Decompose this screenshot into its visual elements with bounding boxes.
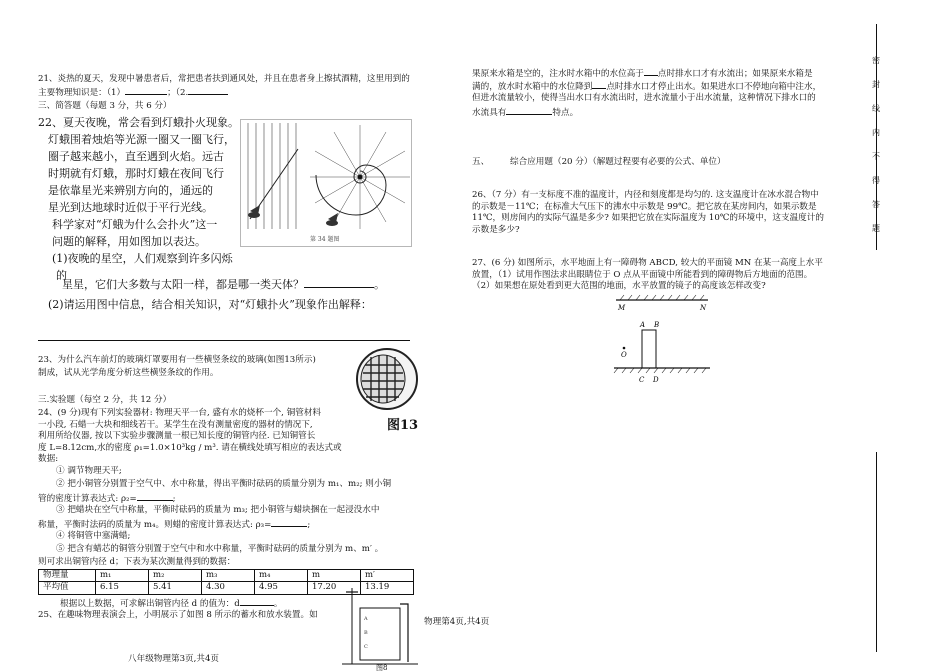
seal-char: 答 <box>872 200 880 209</box>
q24-block <box>38 408 358 466</box>
eye-point-icon <box>623 347 626 350</box>
mirror-figure <box>612 292 716 384</box>
q25-cont-3b: 特点。 <box>552 108 579 118</box>
q25-cont-line-3 <box>472 106 578 120</box>
step-2b: 管的密度计算表达式: ρ₂= ; <box>38 494 176 504</box>
table-cell: 13.19 <box>361 582 414 594</box>
fig13-caption: 图13 <box>387 418 419 433</box>
q25-cont-0a: 果原来水箱是空的，注水时水箱中的水位高于 <box>472 69 644 79</box>
q25-blank-3 <box>506 106 552 115</box>
q21-blank-2 <box>188 86 228 95</box>
q25-cont-0b: 点时排水口才有水流出；如果原来水箱是 <box>657 69 813 79</box>
q22-answer-line <box>38 340 410 341</box>
q27-line-1: 放置，（1）试用作图法求出眼睛位于 O 点从平面镜中所能看到的障碍物后方地面的范围。 <box>472 269 813 280</box>
fig8-caption: 图8 <box>376 664 388 672</box>
seal-char: 封 <box>872 80 880 89</box>
q23-line-b: 制成，试从光学角度分析这些横竖条纹的作用。 <box>38 368 219 378</box>
q22-line-9: 的 <box>56 269 67 283</box>
q22-line-7: 问题的解释，用如图加以表达。 <box>52 235 206 249</box>
q26-line-0: 26、（7 分）有一支标度不准的温度计，内径和刻度都是均匀的. 这支温度计在冰水混合物中 <box>472 190 819 200</box>
q22-line-0: 22、夏天夜晚，常会看到灯蛾扑火现象。 <box>38 116 239 129</box>
step-6: 则可求出铜管内径 d；下表为某次测量得到的数据： <box>38 557 236 567</box>
table-cell: 平均值 <box>39 582 96 594</box>
table-header-row <box>39 570 414 582</box>
q25-cont-1a: 满的，放水时水箱中的水位降到 <box>472 82 593 92</box>
label-o: O <box>621 351 627 359</box>
q25-cont-line-2: 但进水流量较小，使得当出水口有水流出时，进水流量小于出水流量，这种情况下排水口的 <box>472 93 816 103</box>
q25-cont-3a: 水流具有 <box>472 108 507 118</box>
step-3b-text: 称量，平衡时法码的质量为 m₄。则蜡的密度计算表达式: ρ₃= <box>38 520 272 530</box>
table-cell: 4.30 <box>202 582 255 594</box>
q21-blank-1 <box>125 86 167 95</box>
label-b: B <box>654 321 660 329</box>
table-cell: m′ <box>361 570 414 582</box>
q22-line-6: 科学家对“灯蛾为什么会扑火”这一 <box>52 218 218 232</box>
q22-line-5: 星光到达地球时近似于平行光线。 <box>48 201 213 215</box>
q22-line-2: 圈子越来越小，直至遇到火焰。远古 <box>48 150 224 164</box>
label-d: D <box>653 376 659 384</box>
table-cell: m₃ <box>202 570 255 582</box>
q24-line-2: 利用所给仪器, 按以下实验步骤测量一根已知长度的铜管内径. 已知铜管长 <box>38 431 316 442</box>
step-5: ⑤ 把含有蜡芯的铜管分别置于空气中和水中称量，平衡时砝码的质量分别为 m、m′ 。 <box>56 544 384 554</box>
table-cell: 物理量 <box>39 570 96 582</box>
q21-text <box>38 74 413 99</box>
seal-char: 内 <box>872 128 880 137</box>
q27-line-2: （2）如果想在原处看到更大范围的地面，水平放置的镜子的高度该怎样改变? <box>472 281 766 292</box>
table-cell: m₄ <box>255 570 308 582</box>
q22-line-3: 时期就有灯蛾，那时灯蛾在夜间飞行 <box>48 167 224 181</box>
table-cell: m₁ <box>96 570 149 582</box>
svg-text:C: C <box>364 644 368 650</box>
q21-line: 21、炎热的夏天，发现中暑患者后，常把患者扶到通风处，并且在患者身上擦拭酒精，这里用到的主要物理知识是：（1） <box>38 74 410 98</box>
section-5-number: 五、 <box>472 157 490 167</box>
step3-blank <box>271 518 307 527</box>
q22-blank-star <box>304 279 374 288</box>
section-4-heading: 三.实验题（每空 2 分，共 12 分） <box>38 395 172 405</box>
candle-icon <box>358 175 363 180</box>
q21-line-b: ；（2. <box>167 87 189 98</box>
after-table-text: 根据以上数据，可求解出铜管内径 d 的值为：d <box>60 599 240 609</box>
table-cell: m <box>308 570 361 582</box>
q25-blank-1 <box>644 67 658 76</box>
label-m: M <box>618 304 626 312</box>
q26-line-2: 11℃，则房间内的实际气温是多少? 如果把它放在实际温度为 10℃的环境中，这支温度计的 <box>472 213 824 224</box>
q24-line-1: 一小段, 石蜡一大块和细线若干。某学生在没有测量密度的器材的情况下, <box>38 419 313 430</box>
svg-text:B: B <box>364 630 368 636</box>
seal-char: 不 <box>872 152 880 161</box>
step2-blank <box>137 492 173 501</box>
step-4: ④ 将铜管中塞满蜡; <box>56 531 131 541</box>
table-cell: 6.15 <box>96 582 149 594</box>
q22-line-4: 是依靠星光来辨别方向的，通远的 <box>48 184 213 198</box>
seal-char: 密 <box>872 56 880 65</box>
label-c: C <box>639 376 645 384</box>
q27-line-0: 27、(6 分) 如图所示，水平地面上有一障碍物 ABCD, 较大的平面镜 MN 在某一高度上水平 <box>472 258 823 268</box>
table-cell: 4.95 <box>255 582 308 594</box>
q24-line-3: 度 L=8.12cm,水的密度 ρ₁=1.0×10³kg / m³. 请在横线处填写相应的表达式或 <box>38 442 342 453</box>
q22-line-1: 灯蛾围着烛焰等光源一圈又一圈飞行， <box>48 133 235 147</box>
seal-char: 线 <box>872 104 880 113</box>
step-1: ① 调节物理天平; <box>56 466 122 476</box>
table-cell: 17.20 <box>308 582 361 594</box>
section-3-heading: 三、简答题（每题 3 分，共 6 分） <box>38 101 172 111</box>
q24-line-4: 数据: <box>38 454 59 465</box>
q26-line-3: 示数是多少? <box>472 224 520 235</box>
q26-block <box>472 190 852 236</box>
section-5-heading: 综合应用题（20 分）（解题过程要有必要的公式、单位） <box>510 157 726 167</box>
moth-figure <box>240 119 412 247</box>
q25-cont-line-0 <box>472 67 813 81</box>
d-blank <box>240 597 274 606</box>
step-3a: ③ 把蜡块在空气中称量，平衡时砝码的质量为 m₃; 把小铜管与蜡块捆在一起浸没水中 <box>56 505 380 515</box>
step-3b: 称量，平衡时法码的质量为 m₄。则蜡的密度计算表达式: ρ₃= ; <box>38 520 311 530</box>
q25-blank-2 <box>592 80 606 89</box>
fig34-caption: 第 34 题图 <box>310 236 340 243</box>
headlight-figure <box>353 345 421 437</box>
q25-start: 25、在趣味物理表演会上，小明展示了如图 8 所示的蓄水和放水装置。如 <box>38 610 318 620</box>
table-cell: m₂ <box>149 570 202 582</box>
step-2a: ② 把小铜管分别置于空气中、水中称量，得出平衡时砝码的质量分别为 m₁、m₂; 则小铜 <box>56 479 392 489</box>
q22-line-8: (1)夜晚的星空，人们观察到许多闪烁 <box>52 252 233 266</box>
q24-line-0: 24、(9 分)现有下列实验器材: 物理天平一台, 盛有水的烧杯一个, 铜管材料 <box>38 408 322 418</box>
svg-text:A: A <box>364 616 368 622</box>
footer-left: 八年级物理第3页,共4页 <box>128 654 220 664</box>
q27-block <box>472 258 852 293</box>
q23-line-a: 23、为什么汽车前灯的玻璃灯罩要用有一些横竖条纹的玻璃(如图13所示) <box>38 355 316 365</box>
q25-cont-line-1 <box>472 80 821 94</box>
step-2b-text: 管的密度计算表达式: ρ₂= <box>38 494 137 504</box>
q25-cont-1b: 点时排水口才停止出水。如果进水口不停地向箱中注水， <box>606 82 822 92</box>
after-table: 根据以上数据，可求解出铜管内径 d 的值为：d 。 <box>60 599 283 609</box>
q26-line-1: 的示数是－11℃；在标准大气压下的沸水中示数是 99℃。把它放在某房间内，如果示数是 <box>472 201 817 212</box>
label-a: A <box>640 321 646 329</box>
water-tank-figure <box>338 586 422 672</box>
q22-part2: (2)请运用图中信息，结合相关知识，对“灯蛾扑火”现象作出解释： <box>48 298 372 311</box>
footer-right: 物理第4页,共4页 <box>424 617 490 627</box>
binding-line-bottom <box>876 452 877 652</box>
seal-char: 得 <box>872 176 880 185</box>
label-n: N <box>700 304 707 312</box>
q22-star-question: 星星，它们大多数与太阳一样，都是哪一类天体？ 。 <box>62 278 385 291</box>
q22-block <box>38 114 238 284</box>
q22-star-text: 星星，它们大多数与太阳一样，都是哪一类天体？ <box>62 278 304 291</box>
seal-char: 题 <box>872 224 880 233</box>
table-cell: 5.41 <box>149 582 202 594</box>
